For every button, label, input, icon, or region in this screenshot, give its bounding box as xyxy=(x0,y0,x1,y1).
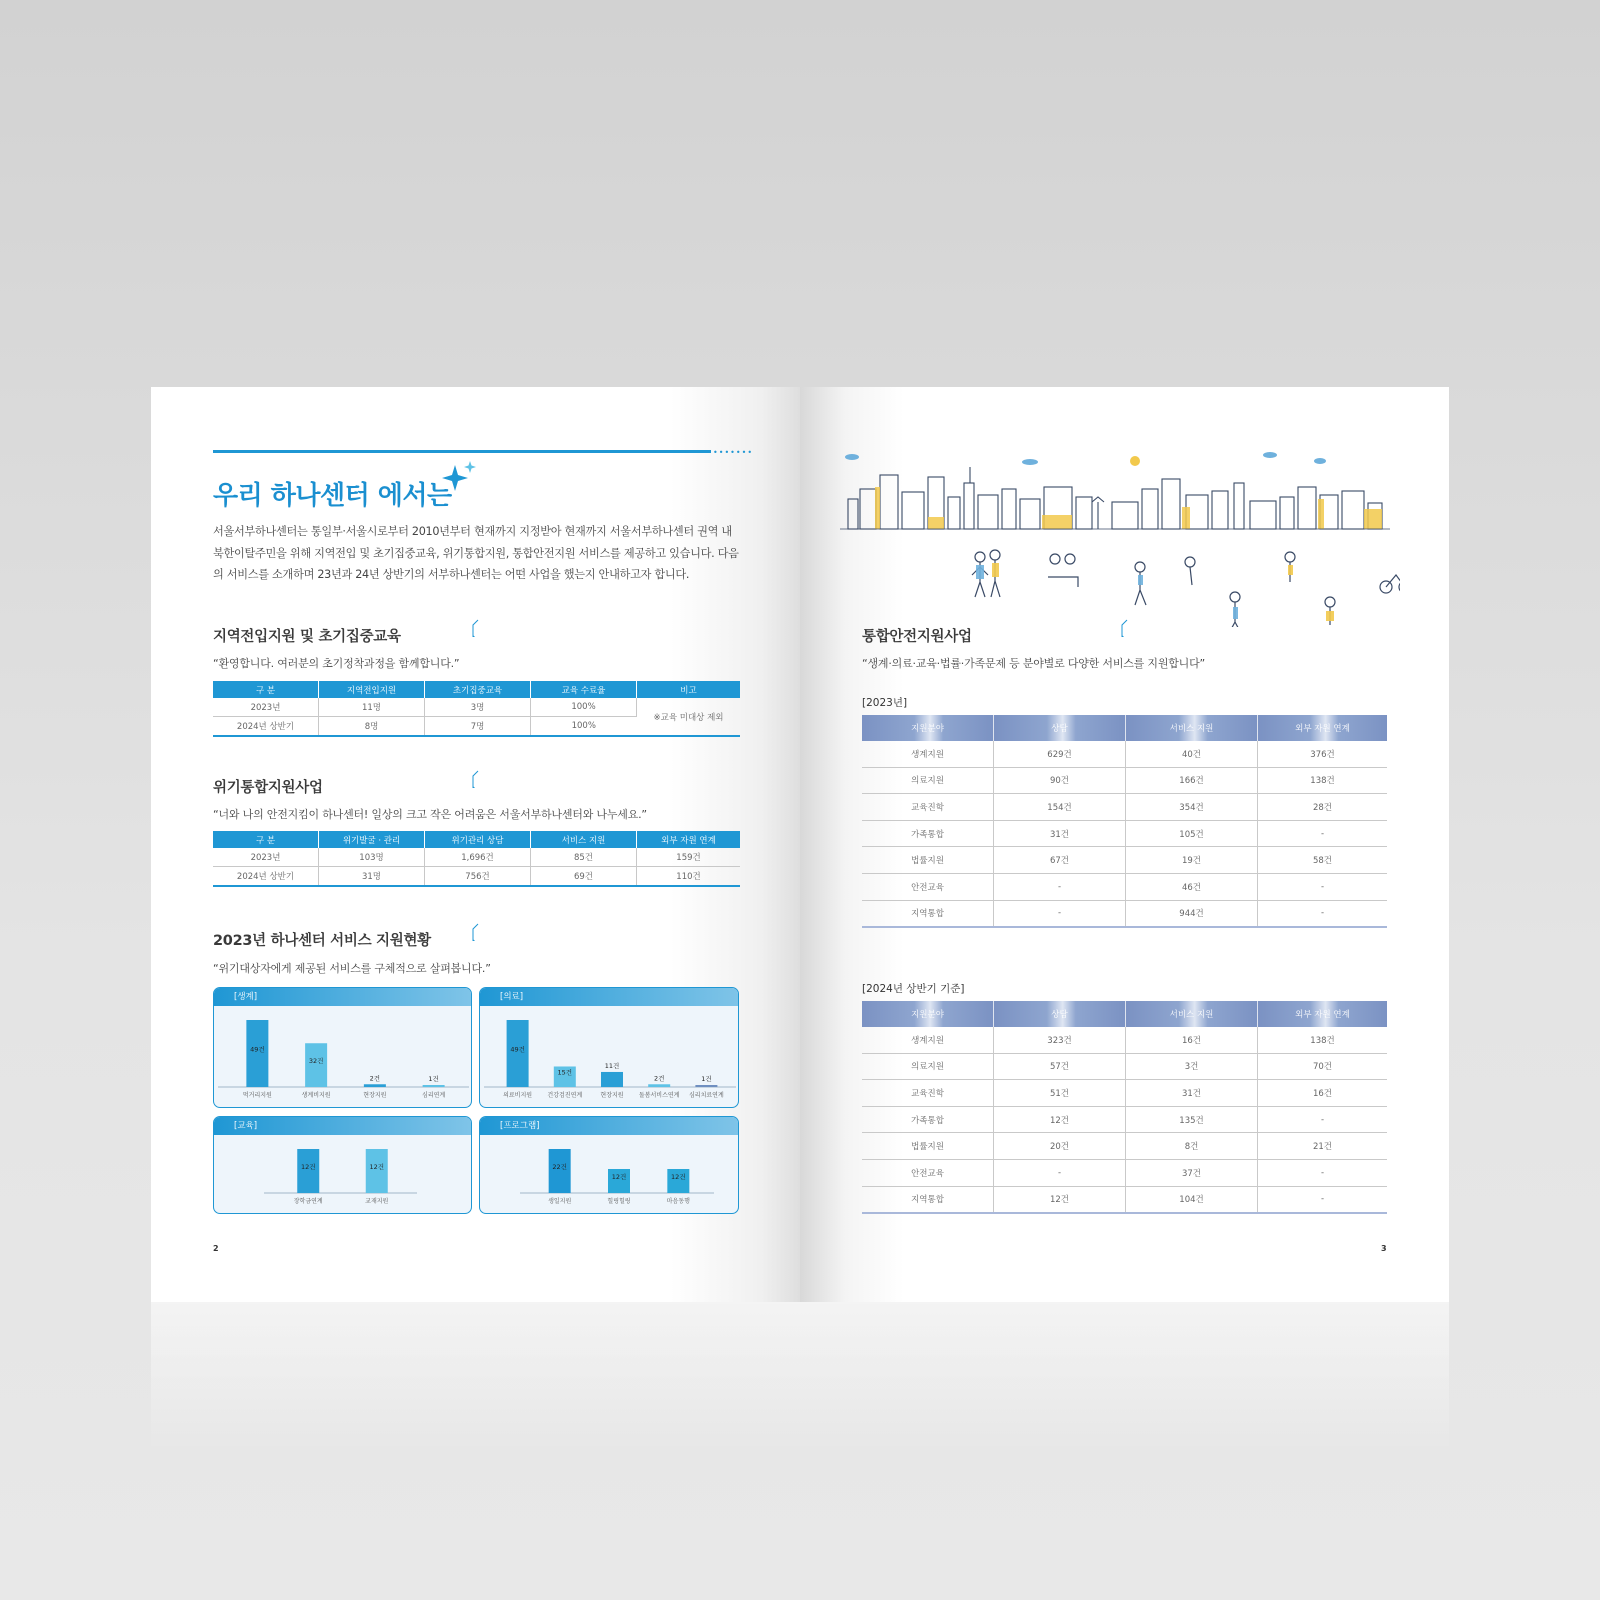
table-cell: 법률지원 xyxy=(862,847,994,874)
chart-bar xyxy=(364,1084,386,1087)
chart-data-label: 12건 xyxy=(369,1163,385,1171)
chart-bar xyxy=(297,1149,319,1193)
table-cell: 지역통합 xyxy=(862,900,994,927)
table-cell: 교육진학 xyxy=(862,1080,994,1107)
table-header: 구 분 xyxy=(213,831,319,848)
table-row xyxy=(213,698,740,717)
table-header: 지원분야 xyxy=(862,715,994,741)
table-cell: 16건 xyxy=(1258,1080,1388,1107)
chart-data-label: 11건 xyxy=(604,1061,620,1070)
table-header: 지역전입지원 xyxy=(319,681,425,698)
table-cell: 가족통합 xyxy=(862,820,994,847)
table-row xyxy=(862,767,1387,794)
chart-bar xyxy=(549,1149,571,1193)
table-cell: - xyxy=(1258,900,1388,927)
table-cell: 의료지원 xyxy=(862,1053,994,1080)
table-cell: 생계지원 xyxy=(862,1027,994,1053)
table-cell: 323건 xyxy=(994,1027,1126,1053)
section-title-safety: 통합안전지원사업 xyxy=(862,629,972,645)
table-cell: 2023년 xyxy=(213,848,319,867)
table-row xyxy=(213,848,740,867)
page-number: 2 xyxy=(213,1244,219,1253)
crisis-table xyxy=(213,831,740,887)
table-cell: 104건 xyxy=(1126,1186,1258,1213)
top-rule-dots: ••••••• xyxy=(713,448,754,457)
transfer-table xyxy=(213,681,740,737)
chart-bar xyxy=(507,1020,529,1087)
table-header: 상담 xyxy=(994,1001,1126,1027)
chart-data-label: 12건 xyxy=(300,1163,316,1171)
table-row xyxy=(862,1159,1387,1186)
table-cell: 12건 xyxy=(994,1106,1126,1133)
chart-tick-label: 장학금연계 xyxy=(293,1198,323,1205)
top-rule xyxy=(213,450,711,453)
section-quote-crisis: “너와 나의 안전지킴이 하나센터! 일상의 크고 작은 어려움은 서울서부하나센터와 나누세요.” xyxy=(213,808,647,821)
table-cell: 756건 xyxy=(425,867,531,887)
table-cell: 3건 xyxy=(1126,1053,1258,1080)
chart-tick-label: 생일지원 xyxy=(548,1198,572,1205)
chart-tick-label: 심리치료연계 xyxy=(689,1092,724,1099)
sparkle-icon xyxy=(441,459,481,495)
table-row xyxy=(213,867,740,887)
table-cell: 12건 xyxy=(994,1186,1126,1213)
table-cell: 31건 xyxy=(994,820,1126,847)
table-cell: 안전교육 xyxy=(862,873,994,900)
table-cell: 354건 xyxy=(1126,794,1258,821)
chart-medical-plot xyxy=(480,1006,738,1107)
table-cell: 11명 xyxy=(319,698,425,717)
chart-tick-label: 돌봄서비스연계 xyxy=(638,1092,680,1099)
table-cell: 154건 xyxy=(994,794,1126,821)
table-header: 위기발굴 · 관리 xyxy=(319,831,425,848)
table-cell: 20건 xyxy=(994,1133,1126,1160)
section-underline xyxy=(213,921,493,941)
table-cell: 생계지원 xyxy=(862,741,994,767)
table-cell: 28건 xyxy=(1258,794,1388,821)
table-header: 초기집중교육 xyxy=(425,681,531,698)
chart-data-label: 12건 xyxy=(671,1173,686,1181)
table-row xyxy=(862,847,1387,874)
chart-education xyxy=(213,1116,472,1214)
chart-title: [교육] xyxy=(214,1117,471,1135)
section-underline xyxy=(213,617,493,637)
page-reflection xyxy=(800,1302,1449,1452)
chart-data-label: 32건 xyxy=(308,1057,324,1066)
table-cell: 57건 xyxy=(994,1053,1126,1080)
chart-data-label: 15건 xyxy=(557,1068,573,1077)
chart-data-label: 12건 xyxy=(611,1173,627,1181)
table-cell: 944건 xyxy=(1126,900,1258,927)
section-title-crisis: 위기통합지원사업 xyxy=(213,780,323,796)
chart-bar xyxy=(648,1084,670,1087)
chart-tick-label: 먹거리지원 xyxy=(242,1092,272,1099)
table-cell: 19건 xyxy=(1126,847,1258,874)
table-cell: - xyxy=(1258,1186,1388,1213)
table-cell: 21건 xyxy=(1258,1133,1388,1160)
table-cell: 가족통합 xyxy=(862,1106,994,1133)
table-cell: 70건 xyxy=(1258,1053,1388,1080)
table-cell: 629건 xyxy=(994,741,1126,767)
section-underline xyxy=(213,768,493,788)
chart-title: [생계] xyxy=(214,988,471,1006)
table-header-row xyxy=(862,715,1387,741)
table-header: 교육 수료율 xyxy=(531,681,637,698)
table-row xyxy=(862,900,1387,927)
table-cell: 67건 xyxy=(994,847,1126,874)
safety-table-2023 xyxy=(862,715,1387,928)
chart-tick-label: 건강검진연계 xyxy=(547,1092,583,1099)
table-cell: 2024년 상반기 xyxy=(213,867,319,887)
table-cell: - xyxy=(994,873,1126,900)
table-cell: 8건 xyxy=(1126,1133,1258,1160)
table-header-row xyxy=(862,1001,1387,1027)
right-page xyxy=(800,387,1449,1302)
table-header: 서비스 지원 xyxy=(1126,715,1258,741)
table-cell: 138건 xyxy=(1258,1027,1388,1053)
table-cell: 69건 xyxy=(531,867,637,887)
table-cell: 138건 xyxy=(1258,767,1388,794)
table-cell: - xyxy=(1258,820,1388,847)
city-illustration xyxy=(830,447,1400,627)
table-header: 외부 자원 연계 xyxy=(637,831,741,848)
table-row xyxy=(862,1027,1387,1053)
table-cell: 지역통합 xyxy=(862,1186,994,1213)
chart-data-label: 1건 xyxy=(428,1075,439,1083)
table-row xyxy=(862,1106,1387,1133)
table-label-2023: [2023년] xyxy=(862,697,908,709)
table-cell: 31명 xyxy=(319,867,425,887)
table-cell: 의료지원 xyxy=(862,767,994,794)
table-header: 상담 xyxy=(994,715,1126,741)
chart-data-label: 22건 xyxy=(552,1163,567,1171)
table-cell: - xyxy=(994,900,1126,927)
table-cell: 3명 xyxy=(425,698,531,717)
chart-data-label: 1건 xyxy=(701,1075,712,1083)
table-cell: 135건 xyxy=(1126,1106,1258,1133)
table-cell: 103명 xyxy=(319,848,425,867)
table-cell: 7명 xyxy=(425,717,531,737)
chart-data-label: 49건 xyxy=(510,1045,525,1054)
table-cell: - xyxy=(1258,1159,1388,1186)
chart-tick-label: 힐링힐링 xyxy=(607,1198,631,1205)
table-cell: 46건 xyxy=(1126,873,1258,900)
section-quote-safety: “생계·의료·교육·법률·가족문제 등 분야별로 다양한 서비스를 지원합니다” xyxy=(862,657,1206,670)
chart-tick-label: 현장지원 xyxy=(600,1092,624,1099)
table-row xyxy=(862,741,1387,767)
section-underline xyxy=(862,617,1142,637)
table-row xyxy=(862,820,1387,847)
table-row xyxy=(862,794,1387,821)
table-row xyxy=(862,1080,1387,1107)
chart-livelihood-plot xyxy=(214,1006,471,1107)
left-page xyxy=(151,387,800,1302)
table-label-2024: [2024년 상반기 기준] xyxy=(862,983,965,995)
chart-program xyxy=(479,1116,739,1214)
chart-bar xyxy=(423,1085,445,1087)
section-title-status: 2023년 하나센터 서비스 지원현황 xyxy=(213,933,431,949)
chart-title: [프로그램] xyxy=(480,1117,738,1135)
table-header: 외부 자원 연계 xyxy=(1258,1001,1388,1027)
table-cell: 166건 xyxy=(1126,767,1258,794)
table-header-row xyxy=(213,831,740,848)
table-cell: 31건 xyxy=(1126,1080,1258,1107)
table-cell: 100% xyxy=(531,717,637,737)
table-cell: 90건 xyxy=(994,767,1126,794)
chart-bar xyxy=(695,1085,717,1087)
chart-tick-label: 교재지원 xyxy=(365,1198,389,1205)
chart-tick-label: 의료비지원 xyxy=(503,1092,533,1099)
chart-title: [의료] xyxy=(480,988,738,1006)
chart-livelihood xyxy=(213,987,472,1108)
section-quote-status: “위기대상자에게 제공된 서비스를 구체적으로 살펴봅니다.” xyxy=(213,962,491,975)
table-cell: 105건 xyxy=(1126,820,1258,847)
section-quote-transfer: “환영합니다. 여러분의 초기정착과정을 함께합니다.” xyxy=(213,657,460,670)
table-cell: 51건 xyxy=(994,1080,1126,1107)
table-cell: 376건 xyxy=(1258,741,1388,767)
table-header-row xyxy=(213,681,740,698)
table-cell: - xyxy=(1258,1106,1388,1133)
chart-tick-label: 심리연계 xyxy=(422,1092,446,1099)
table-header: 외부 자원 연계 xyxy=(1258,715,1388,741)
chart-data-label: 2건 xyxy=(369,1074,381,1083)
table-cell: 2024년 상반기 xyxy=(213,717,319,737)
table-cell: 58건 xyxy=(1258,847,1388,874)
table-cell: 1,696건 xyxy=(425,848,531,867)
table-header: 위기관리 상담 xyxy=(425,831,531,848)
page-reflection xyxy=(151,1302,800,1452)
table-cell: 85건 xyxy=(531,848,637,867)
chart-tick-label: 생계비지원 xyxy=(301,1092,331,1099)
table-cell: 교육진학 xyxy=(862,794,994,821)
table-cell: 159건 xyxy=(637,848,741,867)
table-cell: 110건 xyxy=(637,867,741,887)
table-header: 지원분야 xyxy=(862,1001,994,1027)
chart-tick-label: 마음동행 xyxy=(666,1198,690,1205)
chart-bar xyxy=(601,1072,623,1087)
page-number: 3 xyxy=(1381,1244,1387,1253)
chart-tick-label: 현장지원 xyxy=(363,1092,387,1099)
table-cell: 법률지원 xyxy=(862,1133,994,1160)
chart-data-label: 49건 xyxy=(250,1045,265,1054)
chart-medical xyxy=(479,987,739,1108)
table-cell: - xyxy=(1258,873,1388,900)
chart-data-label: 2건 xyxy=(653,1074,665,1083)
table-note: ※교육 미대상 제외 xyxy=(637,698,741,736)
chart-education-plot xyxy=(214,1135,471,1213)
table-cell: 37건 xyxy=(1126,1159,1258,1186)
table-header: 서비스 지원 xyxy=(531,831,637,848)
table-cell: 안전교육 xyxy=(862,1159,994,1186)
table-header: 구 분 xyxy=(213,681,319,698)
chart-program-plot xyxy=(480,1135,738,1213)
page-title: 우리 하나센터 에서는 xyxy=(213,481,452,511)
table-row xyxy=(862,1053,1387,1080)
safety-table-2024 xyxy=(862,1001,1387,1214)
table-cell: 2023년 xyxy=(213,698,319,717)
chart-bar xyxy=(366,1149,388,1193)
table-cell: 8명 xyxy=(319,717,425,737)
chart-bar xyxy=(246,1020,268,1087)
table-row xyxy=(862,873,1387,900)
intro-paragraph: 서울서부하나센터는 통일부·서울시로부터 2010년부터 현재까지 지정받아 현재까지 서울서부하나센터 권역 내 북한이탈주민을 위해 지역전입 및 초기집중교육, 위기통합지원, 통합안전지원 서비스를 제공하고 있습니다. 다음의 서비스를 소개하며 23년과 24년 상반기의 서부하나센터는 어떤 사업을 했는지 안내하고자 합니다. xyxy=(213,525,739,581)
section-title-transfer: 지역전입지원 및 초기집중교육 xyxy=(213,629,401,645)
table-header: 비고 xyxy=(637,681,741,698)
table-cell: 40건 xyxy=(1126,741,1258,767)
table-row xyxy=(862,1186,1387,1213)
table-header: 서비스 지원 xyxy=(1126,1001,1258,1027)
table-row xyxy=(862,1133,1387,1160)
table-cell: 16건 xyxy=(1126,1027,1258,1053)
table-cell: - xyxy=(994,1159,1126,1186)
table-cell: 100% xyxy=(531,698,637,717)
